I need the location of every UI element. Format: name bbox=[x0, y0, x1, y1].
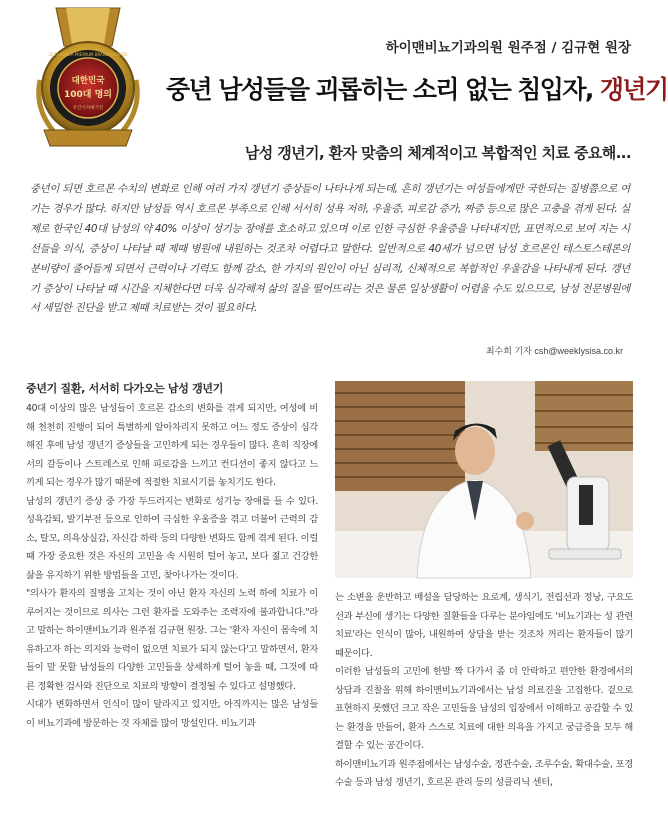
article-headline bbox=[166, 70, 668, 106]
badge-arc-text: 2021 KOREA PREMIUM BRAND AWARDS bbox=[48, 52, 128, 57]
headline-accent: 갱년기 bbox=[599, 75, 668, 104]
byline: 최수희 기자 csh@weeklysisa.co.kr bbox=[485, 346, 623, 356]
hospital-doctor-line: 하이맨비뇨기과의원 원주점 / 김규현 원장 bbox=[385, 40, 631, 56]
headline-main: 중년 남성들을 괴롭히는 소리 없는 침입자, bbox=[166, 75, 600, 104]
doctor-microscope-photo bbox=[335, 381, 633, 578]
lead-paragraph: 중년이 되면 호르몬 수치의 변화로 인해 여러 가지 갱년기 증상들이 나타나게 되는데, 흔히 갱년기는 여성들에게만 국한되는 질병쯤으로 여기는 경우가 많다. 하지만 남성들 역시 호르몬 부족으로 인해 서서히 성욕 저하, 우울증, 피로감 증가, 짜증 등으로 많은 고충을 겪게 된다. 실제로 한국인 40대 남성의 약 40% 이상이 성기능 장애를 호소하고 있으며 이로 인한 극심한 우울증을 나타내지만, 표면적으로 보여 지는 시선들을 의식, 증상이 나타날 때 제때 병원에 내원하는 것조차 어렵다고 말한다. 일반적으로 40세가 넘으면 남성 호르몬인 테스토스테론의 분비량이 줄어들게 되면서 근력이나 기력도 함께 감소, 한 가지의 원인이 아닌 심리적, 신체적으로 복합적인 우울감을 나타내게 된다. 갱년기 증상이 나타날 때 시간을 지체한다면 더욱 심각해져 삶의 질을 떨어뜨리는 것은 물론 일상생활이 어렵울 수도 있으므로, 남성 전문병원에서 세밀한 진단을 받고 제때 치료받는 것이 필요하다. bbox=[30, 183, 630, 315]
body-paragraph: 시대가 변화하면서 인식이 많이 달라지고 있지만, 아직까지는 많은 남성들이 비뇨기과에 방문하는 것 자체를 많이 망설인다. 비뇨기과 bbox=[26, 699, 318, 729]
award-medal-badge bbox=[26, 6, 150, 152]
body-paragraph: 남성의 갱년기 증상 중 가장 두드러지는 변화로 성기능 장애를 들 수 있다. 성욕감퇴, 발기부전 등으로 인하여 극심한 우울증을 겪고 더불어 근력의 감소, 탈모, 의욕상실감, 자신감 하락 등의 다양한 변화도 함께 겪게 된다. 이럴 때 가장 중요한 것은 자신의 고민을 속 시원히 털어 놓고, 보다 젊고 건강한 삶을 유지하기 위한 방법들을 고민, 찾아나가는 것이다. bbox=[26, 495, 318, 581]
body-paragraph: 40대 이상의 많은 남성들이 호르몬 감소의 변화를 겪게 되지만, 여성에 비해 천천히 진행이 되어 특별하게 알아차리지 못하고 어느 정도 증상이 심각해진 후에 남성 갱년기 증상들을 고민하게 되는 경우들이 많다. 흔히 직장에서의 갈등이나 스트레스로 인해 피로감을 느끼고 컨디션이 좋지 않다고 느끼게 되는 경우가 많기 때문에 적절한 치료시기를 놓치기도 한다. bbox=[26, 403, 318, 488]
article-subhead: 남성 갱년기, 환자 맞춤의 체계적이고 복합적인 치료 중요해... bbox=[244, 144, 631, 162]
body-paragraph: 하이맨비뇨기과 원주점에서는 남성수술, 정관수술, 조루수술, 확대수술, 포경수술 등과 남성 갱년기, 호르몬 관리 등의 성클리닉 센터, bbox=[335, 758, 633, 788]
left-column bbox=[26, 380, 318, 733]
right-column bbox=[335, 589, 633, 793]
body-paragraph: "의사가 환자의 질병을 고치는 것이 아닌 환자 자신의 노력 하에 치료가 이루어지는 것이므로 의사는 그런 환자를 도와주는 조력자에 불과합니다."라고 말하는 하이맨비뇨기과 원주점 김규현 원장. 그는 '환자 자신이 몸속에 치유하고자 하는 의지와 능력이 없으면 치료가 되지 않는다'고 말하면서, 환자들이 말 못할 남성들의 다양한 고민들을 상세하게 털어 놓을 때, 그것에 따른 정확한 검사와 진단으로 치료의 방향이 결정될 수 있다고 설명했다. bbox=[26, 588, 318, 692]
body-paragraph: 이러한 남성들의 고민에 한발 짝 다가서 좀 더 안락하고 편안한 환경에서의 상담과 진찰을 위해 하이맨비뇨기과에서는 남성 의료진을 고집한다. 겉으로 표현하지 못했던 크고 작은 고민들을 남성의 입장에서 이해하고 공감할 수 있는 환경을 만들어, 환자 스스로 치료에 대한 의욕을 가지고 궁금증을 모두 해결할 수 있는 공간이다. bbox=[335, 666, 633, 751]
body-paragraph: 는 소변을 운반하고 배설을 담당하는 요로계, 생식기, 전립선과 정낭, 구요도선과 부신에 생기는 다양한 질환들을 다루는 분야임에도 '비뇨기과는 성 관련 치료'라는 인식이 많아, 내원하여 상담을 받는 것조차 꺼리는 환자들이 많기 때문이다. bbox=[335, 592, 633, 659]
badge-line1: 대한민국 bbox=[71, 76, 105, 86]
badge-line3: 주간시사매거진 bbox=[72, 106, 104, 111]
badge-line2: 100대 명의 bbox=[63, 90, 113, 100]
section-title: 중년기 질환, 서서히 다가오는 남성 갱년기 bbox=[26, 382, 224, 395]
